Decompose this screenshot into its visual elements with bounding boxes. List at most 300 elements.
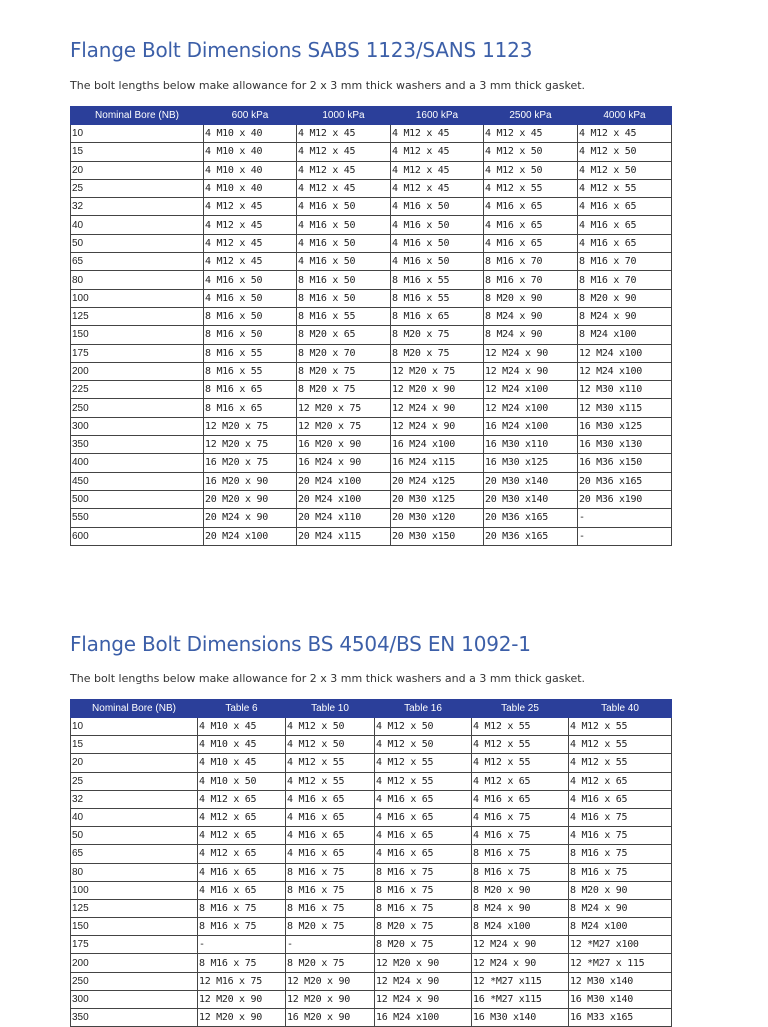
bolt-spec-cell: 16 M24 x 90	[297, 454, 391, 472]
bolt-spec-cell: 8 M16 x 50	[297, 271, 391, 289]
bolt-spec-cell: 8 M20 x 75	[375, 936, 472, 954]
bolt-spec-cell: 16 M36 x150	[578, 454, 672, 472]
nominal-bore-cell: 125	[71, 307, 204, 325]
table-row	[71, 216, 672, 234]
bolt-spec-cell: 4 M16 x 75	[472, 808, 569, 826]
bolt-spec-cell: 8 M16 x 65	[391, 307, 484, 325]
bolt-spec-cell: 12 M20 x 75	[391, 362, 484, 380]
nominal-bore-cell: 50	[71, 234, 204, 252]
bolt-spec-cell: 16 M24 x100	[484, 417, 578, 435]
table-row	[71, 472, 672, 490]
column-header: 4000 kPa	[578, 107, 672, 125]
table-row	[71, 990, 672, 1008]
bolt-spec-cell: 12 M24 x 90	[484, 344, 578, 362]
column-header: Table 16	[375, 700, 472, 718]
bolt-spec-cell: 12 M20 x 90	[286, 972, 375, 990]
table-row	[71, 772, 672, 790]
bolt-spec-cell: 8 M20 x 70	[297, 344, 391, 362]
bolt-spec-cell: 4 M12 x 45	[297, 143, 391, 161]
bolt-spec-cell: 8 M16 x 50	[204, 307, 297, 325]
bolt-spec-cell: 4 M12 x 45	[391, 143, 484, 161]
bolt-spec-cell: 8 M20 x 75	[286, 918, 375, 936]
bolt-spec-cell: 4 M16 x 50	[204, 289, 297, 307]
bolt-spec-cell: 12 M30 x110	[578, 381, 672, 399]
bolt-spec-cell: 8 M16 x 70	[578, 271, 672, 289]
bolt-spec-cell: 8 M24 x100	[472, 918, 569, 936]
bolt-spec-cell: 4 M12 x 55	[375, 754, 472, 772]
bolt-spec-cell: 4 M16 x 65	[286, 845, 375, 863]
bolt-spec-cell: 16 M30 x140	[472, 1009, 569, 1027]
bolt-spec-cell: -	[286, 936, 375, 954]
nominal-bore-cell: 125	[71, 899, 198, 917]
bolt-spec-cell: 8 M16 x 55	[204, 344, 297, 362]
bolt-spec-cell: 8 M24 x 90	[484, 307, 578, 325]
bolt-spec-cell: 20 M24 x 90	[204, 509, 297, 527]
bolt-spec-cell: 4 M12 x 45	[484, 125, 578, 143]
bolt-spec-cell: 12 M24 x 90	[472, 954, 569, 972]
bolt-spec-cell: 12 M16 x 75	[198, 972, 286, 990]
bolt-spec-cell: 4 M12 x 45	[297, 125, 391, 143]
bolt-spec-cell: 16 M20 x 75	[204, 454, 297, 472]
nominal-bore-cell: 100	[71, 289, 204, 307]
bs-section	[70, 632, 671, 1027]
bolt-spec-cell: 4 M12 x 55	[472, 718, 569, 736]
bolt-spec-cell: 8 M20 x 75	[391, 326, 484, 344]
table-row	[71, 899, 672, 917]
nominal-bore-cell: 40	[71, 808, 198, 826]
bolt-spec-cell: 16 M24 x115	[391, 454, 484, 472]
nominal-bore-cell: 400	[71, 454, 204, 472]
bolt-spec-cell: 12 M24 x 90	[391, 399, 484, 417]
bolt-spec-cell: 4 M10 x 45	[198, 736, 286, 754]
bolt-spec-cell: 8 M16 x 75	[375, 863, 472, 881]
bolt-spec-cell: 16 M30 x125	[484, 454, 578, 472]
nominal-bore-cell: 350	[71, 1009, 198, 1027]
bolt-table-sabs	[70, 106, 672, 546]
bolt-spec-cell: 4 M16 x 65	[375, 808, 472, 826]
bolt-spec-cell: 8 M16 x 55	[297, 307, 391, 325]
bolt-spec-cell: 8 M16 x 55	[391, 271, 484, 289]
nominal-bore-cell: 25	[71, 772, 198, 790]
bolt-spec-cell: 4 M12 x 50	[484, 161, 578, 179]
bolt-spec-cell: 4 M16 x 65	[484, 216, 578, 234]
table-row	[71, 344, 672, 362]
bolt-spec-cell: 4 M12 x 55	[472, 736, 569, 754]
bolt-spec-cell: 8 M20 x 90	[472, 881, 569, 899]
column-header: 600 kPa	[204, 107, 297, 125]
nominal-bore-cell: 80	[71, 863, 198, 881]
nominal-bore-cell: 150	[71, 918, 198, 936]
bolt-spec-cell: 16 M30 x140	[569, 990, 672, 1008]
bolt-spec-cell: 4 M16 x 65	[198, 863, 286, 881]
bolt-spec-cell: 16 M20 x 90	[204, 472, 297, 490]
bolt-spec-cell: -	[198, 936, 286, 954]
table-row	[71, 845, 672, 863]
bolt-spec-cell: 4 M16 x 65	[198, 881, 286, 899]
nominal-bore-cell: 350	[71, 436, 204, 454]
table-row	[71, 179, 672, 197]
nominal-bore-cell: 10	[71, 125, 204, 143]
bolt-spec-cell: 4 M12 x 45	[204, 253, 297, 271]
nominal-bore-cell: 250	[71, 972, 198, 990]
bolt-spec-cell: 4 M10 x 50	[198, 772, 286, 790]
bolt-spec-cell: 8 M16 x 50	[297, 289, 391, 307]
bolt-spec-cell: 12 M20 x 75	[297, 399, 391, 417]
bolt-spec-cell: 4 M12 x 50	[484, 143, 578, 161]
bolt-spec-cell: 4 M16 x 65	[375, 845, 472, 863]
column-header: 1600 kPa	[391, 107, 484, 125]
column-header: Table 40	[569, 700, 672, 718]
bolt-spec-cell: 4 M16 x 65	[569, 790, 672, 808]
bolt-spec-cell: 4 M12 x 65	[198, 845, 286, 863]
bolt-spec-cell: 8 M20 x 75	[391, 344, 484, 362]
bolt-spec-cell: 8 M20 x 75	[297, 362, 391, 380]
bolt-table-bs	[70, 699, 672, 1027]
nominal-bore-cell: 15	[71, 143, 204, 161]
bolt-spec-cell: 4 M12 x 45	[578, 125, 672, 143]
bolt-spec-cell: 20 M24 x125	[391, 472, 484, 490]
bolt-spec-cell: 4 M16 x 50	[204, 271, 297, 289]
table-row	[71, 790, 672, 808]
bolt-spec-cell: 4 M12 x 55	[375, 772, 472, 790]
bolt-spec-cell: 4 M16 x 65	[484, 198, 578, 216]
nominal-bore-cell: 50	[71, 827, 198, 845]
nominal-bore-cell: 175	[71, 936, 198, 954]
column-header: Table 10	[286, 700, 375, 718]
table-row	[71, 161, 672, 179]
bolt-spec-cell: 4 M12 x 50	[286, 718, 375, 736]
bolt-spec-cell: -	[578, 509, 672, 527]
sabs-section	[70, 38, 671, 546]
bolt-spec-cell: 4 M16 x 75	[472, 827, 569, 845]
bolt-spec-cell: 12 M20 x 75	[297, 417, 391, 435]
bolt-spec-cell: 8 M16 x 50	[204, 326, 297, 344]
bolt-spec-cell: 20 M30 x140	[484, 490, 578, 508]
bolt-spec-cell: 16 M20 x 90	[297, 436, 391, 454]
bolt-spec-cell: 4 M16 x 50	[297, 253, 391, 271]
nominal-bore-cell: 15	[71, 736, 198, 754]
column-header: 2500 kPa	[484, 107, 578, 125]
table-row	[71, 972, 672, 990]
bolt-spec-cell: 8 M16 x 75	[472, 863, 569, 881]
table-row	[71, 827, 672, 845]
nominal-bore-cell: 450	[71, 472, 204, 490]
bolt-spec-cell: 4 M16 x 50	[297, 234, 391, 252]
nominal-bore-cell: 100	[71, 881, 198, 899]
nominal-bore-cell: 80	[71, 271, 204, 289]
bolt-spec-cell: 12 M24 x100	[578, 344, 672, 362]
bolt-spec-cell: 4 M10 x 40	[204, 161, 297, 179]
bolt-spec-cell: 4 M12 x 65	[198, 808, 286, 826]
bolt-spec-cell: 8 M16 x 70	[484, 271, 578, 289]
bolt-spec-cell: 12 M24 x100	[578, 362, 672, 380]
bolt-spec-cell: 4 M12 x 55	[286, 754, 375, 772]
bolt-spec-cell: 20 M30 x150	[391, 527, 484, 545]
table-row	[71, 881, 672, 899]
nominal-bore-cell: 200	[71, 954, 198, 972]
nominal-bore-cell: 550	[71, 509, 204, 527]
bolt-spec-cell: 20 M36 x190	[578, 490, 672, 508]
bolt-spec-cell: 8 M20 x 75	[286, 954, 375, 972]
table-row	[71, 125, 672, 143]
bolt-spec-cell: 20 M24 x110	[297, 509, 391, 527]
bolt-spec-cell: 12 *M27 x100	[569, 936, 672, 954]
bolt-spec-cell: 8 M16 x 75	[472, 845, 569, 863]
table-row	[71, 754, 672, 772]
section-intro: The bolt lengths below make allowance for 2 x 3 mm thick washers and a 3 mm thick gasket.	[70, 672, 586, 685]
table-row	[71, 527, 672, 545]
bolt-spec-cell: 12 M20 x 90	[198, 1009, 286, 1027]
bolt-spec-cell: 12 M30 x140	[569, 972, 672, 990]
bolt-spec-cell: 8 M16 x 75	[198, 899, 286, 917]
bolt-spec-cell: 4 M12 x 55	[569, 736, 672, 754]
bolt-spec-cell: 20 M36 x165	[484, 527, 578, 545]
bolt-spec-cell: 4 M12 x 45	[204, 198, 297, 216]
bolt-spec-cell: 8 M16 x 65	[204, 381, 297, 399]
bolt-spec-cell: 8 M24 x100	[569, 918, 672, 936]
table-row	[71, 936, 672, 954]
nominal-bore-cell: 20	[71, 161, 204, 179]
bolt-spec-cell: 4 M12 x 50	[375, 736, 472, 754]
bolt-spec-cell: 8 M24 x 90	[569, 899, 672, 917]
bolt-spec-cell: 8 M16 x 75	[286, 881, 375, 899]
section-title: Flange Bolt Dimensions BS 4504/BS EN 1092-1	[70, 632, 531, 656]
bolt-spec-cell: 4 M12 x 45	[391, 161, 484, 179]
bolt-spec-cell: 12 M20 x 75	[204, 417, 297, 435]
bolt-spec-cell: 4 M16 x 75	[569, 827, 672, 845]
bolt-spec-cell: 4 M12 x 55	[484, 179, 578, 197]
bolt-spec-cell: 4 M16 x 65	[375, 790, 472, 808]
table-row	[71, 307, 672, 325]
bolt-spec-cell: 12 *M27 x 115	[569, 954, 672, 972]
bolt-spec-cell: 4 M16 x 50	[391, 253, 484, 271]
table-row	[71, 863, 672, 881]
bolt-spec-cell: 12 M24 x 90	[484, 362, 578, 380]
bolt-spec-cell: 4 M16 x 65	[578, 216, 672, 234]
bolt-spec-cell: 20 M30 x120	[391, 509, 484, 527]
bolt-spec-cell: 4 M16 x 50	[391, 198, 484, 216]
nominal-bore-cell: 300	[71, 417, 204, 435]
bolt-spec-cell: 12 M20 x 75	[204, 436, 297, 454]
bolt-spec-cell: 4 M16 x 65	[578, 234, 672, 252]
bolt-spec-cell: 8 M16 x 75	[286, 863, 375, 881]
table-row	[71, 918, 672, 936]
bolt-spec-cell: 4 M16 x 50	[391, 216, 484, 234]
nominal-bore-cell: 10	[71, 718, 198, 736]
bolt-spec-cell: 8 M16 x 55	[391, 289, 484, 307]
bolt-spec-cell: 4 M12 x 65	[198, 790, 286, 808]
column-header: 1000 kPa	[297, 107, 391, 125]
table-row	[71, 808, 672, 826]
bolt-spec-cell: 8 M24 x 90	[472, 899, 569, 917]
bolt-spec-cell: 12 M20 x 90	[391, 381, 484, 399]
bolt-spec-cell: 16 M24 x100	[391, 436, 484, 454]
bolt-spec-cell: 20 M24 x115	[297, 527, 391, 545]
bolt-spec-cell: 20 M24 x100	[204, 527, 297, 545]
bolt-spec-cell: 8 M20 x 75	[375, 918, 472, 936]
bolt-spec-cell: 4 M16 x 65	[375, 827, 472, 845]
bolt-spec-cell: 8 M16 x 75	[375, 881, 472, 899]
table-row	[71, 490, 672, 508]
bolt-spec-cell: 4 M16 x 65	[484, 234, 578, 252]
bolt-spec-cell: 8 M20 x 90	[578, 289, 672, 307]
nominal-bore-cell: 20	[71, 754, 198, 772]
bolt-spec-cell: 20 M24 x100	[297, 472, 391, 490]
bolt-spec-cell: 8 M16 x 75	[569, 863, 672, 881]
bolt-spec-cell: 8 M20 x 90	[569, 881, 672, 899]
bolt-spec-cell: 4 M16 x 65	[472, 790, 569, 808]
nominal-bore-cell: 32	[71, 790, 198, 808]
column-header: Table 25	[472, 700, 569, 718]
bolt-spec-cell: 4 M12 x 45	[391, 125, 484, 143]
table-row	[71, 436, 672, 454]
column-header: Nominal Bore (NB)	[71, 107, 204, 125]
nominal-bore-cell: 300	[71, 990, 198, 1008]
table-row	[71, 234, 672, 252]
bolt-spec-cell: 8 M16 x 65	[204, 399, 297, 417]
bolt-spec-cell: 8 M16 x 70	[578, 253, 672, 271]
bolt-spec-cell: 4 M12 x 45	[204, 216, 297, 234]
bolt-spec-cell: 8 M20 x 75	[297, 381, 391, 399]
bolt-spec-cell: 4 M10 x 40	[204, 125, 297, 143]
table-row	[71, 289, 672, 307]
bolt-spec-cell: 16 M30 x130	[578, 436, 672, 454]
bolt-spec-cell: 4 M12 x 55	[286, 772, 375, 790]
table-row	[71, 362, 672, 380]
bolt-spec-cell: 4 M10 x 40	[204, 179, 297, 197]
bolt-spec-cell: 12 M24 x100	[484, 381, 578, 399]
bolt-spec-cell: 4 M12 x 50	[286, 736, 375, 754]
bolt-spec-cell: 12 *M27 x115	[472, 972, 569, 990]
bolt-spec-cell: 8 M16 x 75	[375, 899, 472, 917]
bolt-spec-cell: 16 M33 x165	[569, 1009, 672, 1027]
bolt-spec-cell: 12 M30 x115	[578, 399, 672, 417]
bolt-spec-cell: 4 M12 x 65	[569, 772, 672, 790]
bolt-spec-cell: 4 M12 x 50	[375, 718, 472, 736]
bolt-spec-cell: 12 M20 x 90	[286, 990, 375, 1008]
bolt-spec-cell: 8 M16 x 75	[198, 918, 286, 936]
nominal-bore-cell: 65	[71, 845, 198, 863]
bolt-spec-cell: 8 M24 x 90	[578, 307, 672, 325]
nominal-bore-cell: 25	[71, 179, 204, 197]
bolt-spec-cell: 8 M24 x 90	[484, 326, 578, 344]
bolt-spec-cell: 12 M24 x 90	[375, 972, 472, 990]
nominal-bore-cell: 65	[71, 253, 204, 271]
bolt-spec-cell: 16 M24 x100	[375, 1009, 472, 1027]
table-row	[71, 718, 672, 736]
nominal-bore-cell: 250	[71, 399, 204, 417]
bolt-spec-cell: 4 M12 x 45	[204, 234, 297, 252]
table-header-row	[71, 107, 672, 125]
bolt-spec-cell: -	[578, 527, 672, 545]
bolt-spec-cell: 8 M16 x 70	[484, 253, 578, 271]
bolt-spec-cell: 8 M16 x 75	[286, 899, 375, 917]
section-intro: The bolt lengths below make allowance for 2 x 3 mm thick washers and a 3 mm thick gasket.	[70, 79, 586, 92]
bolt-spec-cell: 4 M12 x 50	[578, 161, 672, 179]
section-title: Flange Bolt Dimensions SABS 1123/SANS 1123	[70, 38, 533, 62]
bolt-spec-cell: 4 M12 x 45	[297, 161, 391, 179]
bolt-spec-cell: 12 M20 x 90	[375, 954, 472, 972]
bolt-spec-cell: 4 M16 x 65	[286, 827, 375, 845]
bolt-spec-cell: 4 M16 x 50	[297, 216, 391, 234]
bolt-spec-cell: 4 M16 x 65	[286, 808, 375, 826]
table-row	[71, 143, 672, 161]
bolt-spec-cell: 4 M12 x 55	[472, 754, 569, 772]
table-row	[71, 417, 672, 435]
bolt-spec-cell: 4 M12 x 45	[297, 179, 391, 197]
nominal-bore-cell: 32	[71, 198, 204, 216]
bolt-spec-cell: 12 M24 x 90	[375, 990, 472, 1008]
nominal-bore-cell: 200	[71, 362, 204, 380]
bolt-spec-cell: 20 M24 x100	[297, 490, 391, 508]
bolt-spec-cell: 4 M12 x 50	[578, 143, 672, 161]
bolt-spec-cell: 4 M12 x 55	[569, 718, 672, 736]
bolt-spec-cell: 12 M24 x 90	[472, 936, 569, 954]
column-header: Nominal Bore (NB)	[71, 700, 198, 718]
bolt-spec-cell: 4 M10 x 40	[204, 143, 297, 161]
bolt-spec-cell: 4 M12 x 45	[391, 179, 484, 197]
bolt-spec-cell: 8 M16 x 75	[569, 845, 672, 863]
bolt-spec-cell: 16 M20 x 90	[286, 1009, 375, 1027]
bolt-spec-cell: 4 M12 x 65	[472, 772, 569, 790]
bolt-spec-cell: 4 M16 x 65	[578, 198, 672, 216]
table-row	[71, 381, 672, 399]
table-row	[71, 271, 672, 289]
table-row	[71, 253, 672, 271]
column-header: Table 6	[198, 700, 286, 718]
table-row	[71, 736, 672, 754]
bolt-spec-cell: 4 M12 x 55	[578, 179, 672, 197]
bolt-spec-cell: 8 M24 x100	[578, 326, 672, 344]
bolt-spec-cell: 20 M20 x 90	[204, 490, 297, 508]
bolt-spec-cell: 4 M12 x 55	[569, 754, 672, 772]
bolt-spec-cell: 4 M12 x 65	[198, 827, 286, 845]
table-row	[71, 399, 672, 417]
bolt-spec-cell: 4 M16 x 50	[297, 198, 391, 216]
nominal-bore-cell: 500	[71, 490, 204, 508]
bolt-spec-cell: 4 M10 x 45	[198, 718, 286, 736]
table-row	[71, 454, 672, 472]
bolt-spec-cell: 12 M24 x100	[484, 399, 578, 417]
bolt-spec-cell: 16 M30 x110	[484, 436, 578, 454]
bolt-spec-cell: 4 M16 x 50	[391, 234, 484, 252]
bolt-spec-cell: 20 M30 x125	[391, 490, 484, 508]
bolt-spec-cell: 20 M30 x140	[484, 472, 578, 490]
bolt-spec-cell: 12 M20 x 90	[198, 990, 286, 1008]
nominal-bore-cell: 225	[71, 381, 204, 399]
bolt-spec-cell: 8 M16 x 55	[204, 362, 297, 380]
nominal-bore-cell: 175	[71, 344, 204, 362]
table-row	[71, 954, 672, 972]
table-row	[71, 198, 672, 216]
table-row	[71, 326, 672, 344]
nominal-bore-cell: 150	[71, 326, 204, 344]
bolt-spec-cell: 20 M36 x165	[578, 472, 672, 490]
bolt-spec-cell: 4 M16 x 65	[286, 790, 375, 808]
bolt-spec-cell: 20 M36 x165	[484, 509, 578, 527]
bolt-spec-cell: 16 M30 x125	[578, 417, 672, 435]
bolt-spec-cell: 8 M16 x 75	[198, 954, 286, 972]
table-row	[71, 509, 672, 527]
nominal-bore-cell: 40	[71, 216, 204, 234]
bolt-spec-cell: 8 M20 x 90	[484, 289, 578, 307]
bolt-spec-cell: 12 M24 x 90	[391, 417, 484, 435]
bolt-spec-cell: 16 *M27 x115	[472, 990, 569, 1008]
table-header-row	[71, 700, 672, 718]
bolt-spec-cell: 4 M16 x 75	[569, 808, 672, 826]
bolt-spec-cell: 8 M20 x 65	[297, 326, 391, 344]
nominal-bore-cell: 600	[71, 527, 204, 545]
